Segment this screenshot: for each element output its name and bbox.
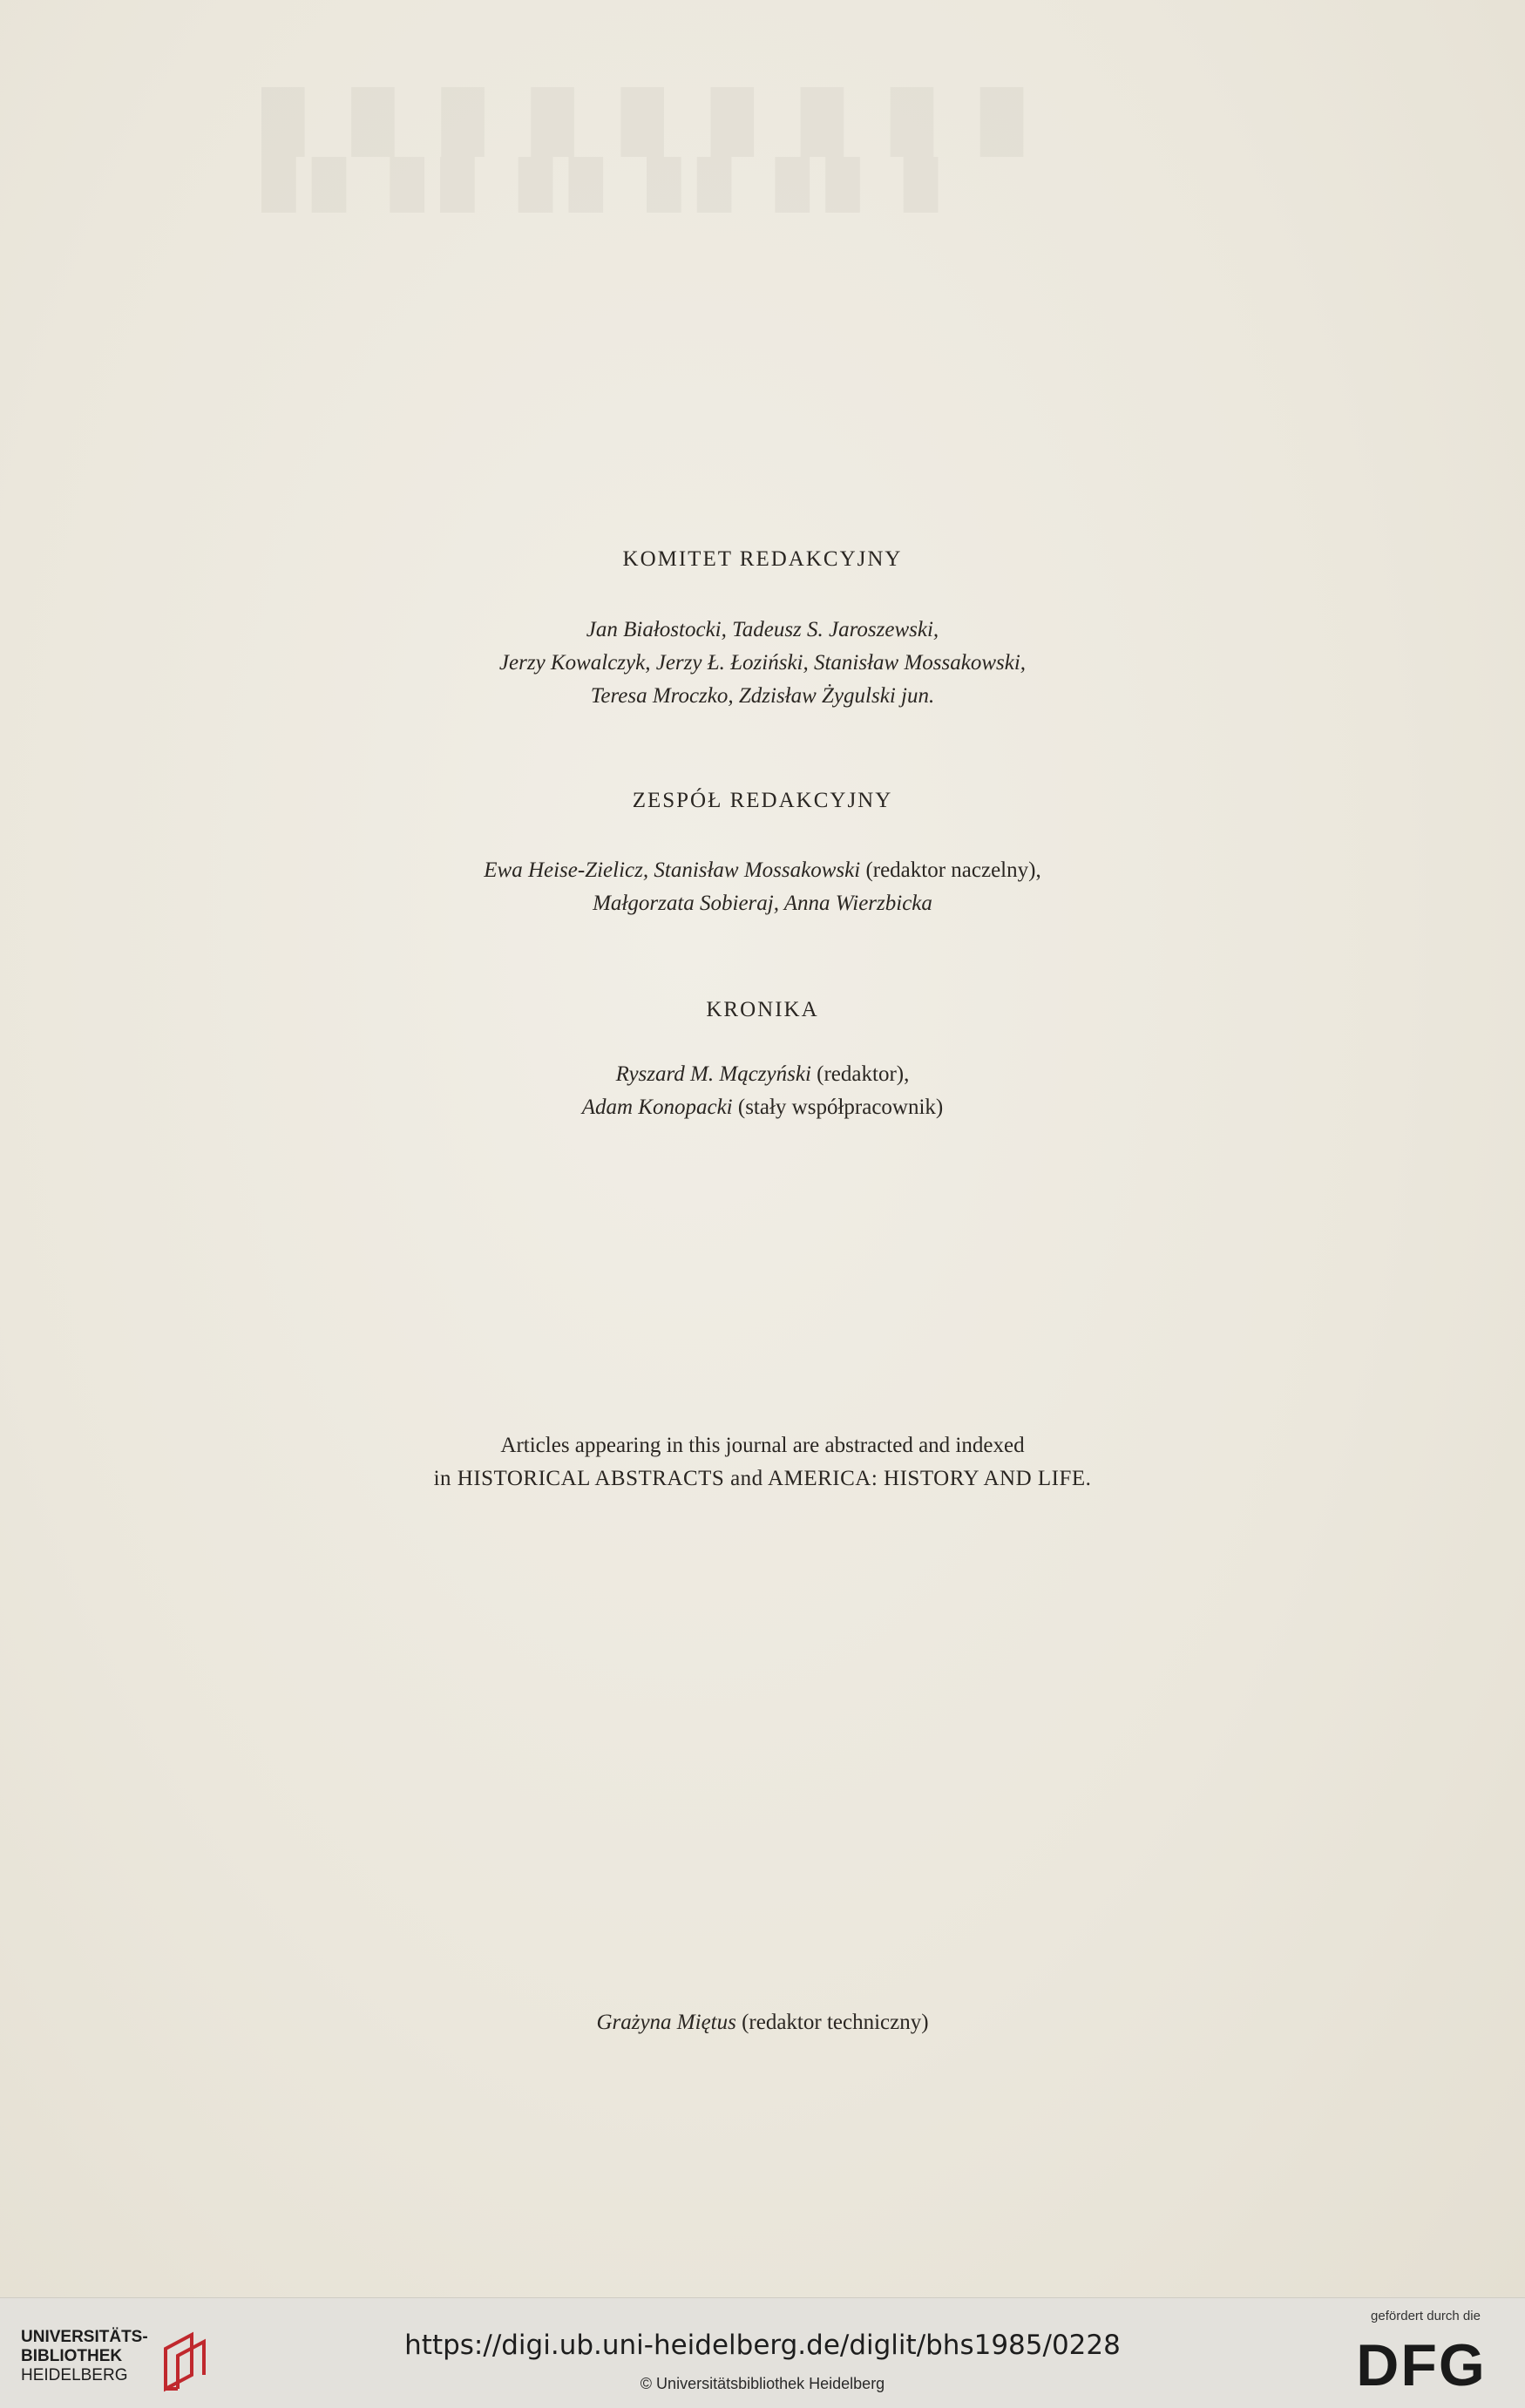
kronika-members (0, 1058, 1525, 1124)
technical-name: Grażyna Miętus (596, 2011, 736, 2034)
library-name-line-1: UNIVERSITÄTS- (21, 2328, 148, 2346)
zespol-line-2: Małgorzata Sobieraj, Anna Wierzbicka (593, 892, 932, 915)
zespol-line-1 (0, 854, 1525, 887)
zespol-section (0, 789, 1525, 813)
library-name-line-2: BIBLIOTHEK (21, 2347, 123, 2365)
zespol-role-1: (redaktor naczelny), (860, 858, 1041, 882)
kronika-name-1: Ryszard M. Mączyński (615, 1062, 811, 1086)
dfg-logo-icon (1339, 2333, 1504, 2394)
kronika-section (0, 998, 1525, 1022)
kronika-heading: KRONIKA (706, 998, 819, 1021)
kronika-name-2: Adam Konopacki (581, 1095, 733, 1119)
technical-role: (redaktor techniczny) (735, 2011, 929, 2034)
library-name-line-3: HEIDELBERG (21, 2366, 128, 2384)
zespol-members (0, 854, 1525, 920)
komitet-heading: KOMITET REDAKCYJNY (622, 547, 903, 571)
komitet-members (0, 614, 1525, 713)
copyright-notice: © Universitätsbibliothek Heidelberg (640, 2375, 885, 2392)
funding-badge[interactable] (1330, 2309, 1504, 2401)
technical-line (0, 2006, 1525, 2039)
komitet-line-3: Teresa Mroczko, Zdzisław Żygulski jun. (590, 684, 935, 708)
show-through-texture: █ █ █ █ █ █ █ █ █ (261, 88, 1040, 155)
show-through-texture: ██ ██ ██ ██ ██ █ (261, 158, 954, 212)
kronika-role-1: (redaktor), (810, 1062, 910, 1086)
kronika-role-2: (stały współpracownik) (732, 1095, 944, 1119)
zespol-heading: ZESPÓŁ REDAKCYJNY (632, 789, 893, 812)
kronika-line-2 (0, 1091, 1525, 1124)
komitet-line-2: Jerzy Kowalczyk, Jerzy Ł. Łoziński, Stanisław Mossakowski, (498, 651, 1027, 675)
document-url[interactable]: https://digi.ub.uni-heidelberg.de/diglit/bhs1985/0228 (404, 2330, 1121, 2361)
technical-editor (0, 2006, 1525, 2039)
kronika-line-1 (0, 1058, 1525, 1091)
indexing-note (0, 1429, 1525, 1496)
komitet-line-1: Jan Białostocki, Tadeusz S. Jaroszewski, (586, 618, 939, 641)
indexing-line-2: in HISTORICAL ABSTRACTS and AMERICA: HISTORY AND LIFE. (433, 1467, 1092, 1490)
funding-text: gefördert durch die (1371, 2309, 1481, 2323)
komitet-section (0, 547, 1525, 572)
indexing-line-1: Articles appearing in this journal are abstracted and indexed (500, 1434, 1025, 1457)
viewer-footer (0, 2297, 1525, 2408)
zespol-names-1: Ewa Heise-Zielicz, Stanisław Mossakowski (484, 858, 861, 882)
dfg-logo-text: DFG (1356, 2333, 1487, 2394)
